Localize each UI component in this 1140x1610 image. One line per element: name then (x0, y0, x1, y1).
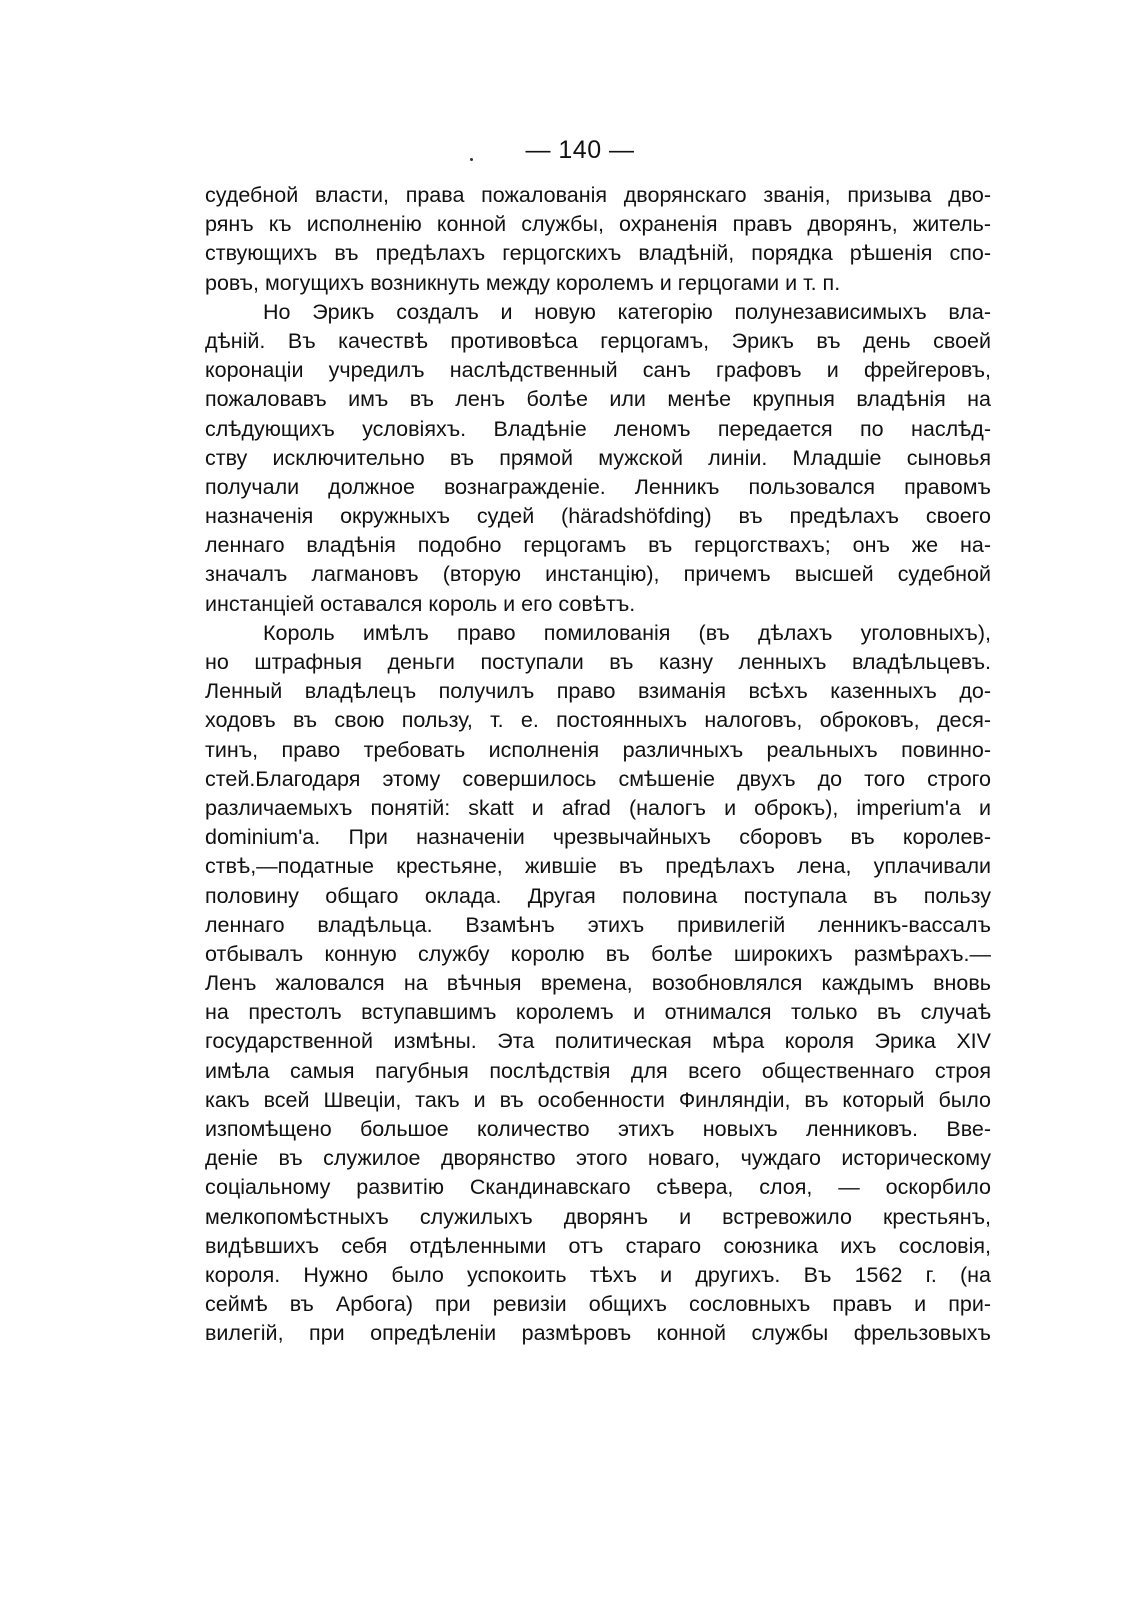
text-line: назначенія окружныхъ судей (häradshöfding) въ предѣлахъ своего (205, 504, 991, 529)
text-line: леннаго владѣльца. Взамѣнъ этихъ привилегій ленникъ-вассалъ (205, 912, 991, 937)
text-line: изпомѣщено большое количество этихъ новыхъ ленниковъ. Вве- (205, 1117, 991, 1141)
text-line: получали должное вознагражденіе. Ленникъ пользовался правомъ (205, 474, 991, 499)
text-line: судебной власти, права пожалованія дворянскаго званія, призыва дво- (205, 183, 991, 207)
text-line: слѣдующихъ условіяхъ. Владѣніе леномъ передается по наслѣд- (205, 416, 991, 441)
text-line: отбывалъ конную службу королю въ болѣе широкихъ размѣрахъ.— (205, 941, 991, 966)
text-line: половину общаго оклада. Другая половина поступала въ пользу (205, 883, 991, 908)
text-line: вилегій, при опредѣленіи размѣровъ конной службы фрельзовыхъ (205, 1321, 991, 1346)
text-line: деніе въ служилое дворянство этого новаго, чуждаго историческому (205, 1146, 991, 1171)
text-line: ровъ, могущихъ возникнуть между королемъ и герцогами и т. п. (205, 270, 841, 295)
text-line: видѣвшихъ себя отдѣленными отъ стараго союзника ихъ сословія, (205, 1233, 991, 1258)
text-line: имѣла самыя пагубныя послѣдствія для всего общественнаго строя (205, 1058, 991, 1083)
text-line: дѣній. Въ качествѣ противовѣса герцогамъ, Эрикъ въ день своей (205, 328, 991, 353)
text-line: Но Эрикъ создалъ и новую категорію полунезависимыхъ вла- (263, 299, 991, 324)
text-line: сеймѣ въ Арбога) при ревизіи общихъ сословныхъ правъ и при- (205, 1292, 991, 1317)
text-line: мелкопомѣстныхъ служилыхъ дворянъ и встревожило крестьянъ, (205, 1204, 991, 1229)
text-line: коронаціи учредилъ наслѣдственный санъ графовъ и фрейгеровъ, (205, 358, 991, 383)
text-line: ствѣ,—податные крестьяне, жившіе въ предѣлахъ лена, уплачивали (205, 854, 991, 879)
text-line: но штрафныя деньги поступали въ казну ленныхъ владѣльцевъ. (205, 650, 991, 674)
text-line: государственной измѣны. Эта политическая мѣра короля Эрика XIV (205, 1029, 991, 1054)
text-line: различаемыхъ понятій: skatt и afrad (налогъ и оброкъ), imperium'a и (205, 795, 991, 820)
text-line: пожаловавъ имъ въ ленъ болѣе или менѣе крупныя владѣнія на (205, 387, 991, 412)
paragraph-3 (205, 619, 991, 1349)
text-line: соціальному развитію Скандинавскаго сѣвера, слоя, — оскорбило (205, 1175, 991, 1200)
text-line: ству исключительно въ прямой мужской линіи. Младшіе сыновья (205, 445, 991, 470)
page-number: — 140 — (525, 136, 635, 164)
text-line: короля. Нужно было успокоить тѣхъ и другихъ. Въ 1562 г. (на (205, 1262, 991, 1287)
text-line: Ленный владѣлецъ получилъ право взиманія всѣхъ казенныхъ до- (205, 679, 991, 704)
text-line: на престолъ вступавшимъ королемъ и отнимался только въ случаѣ (205, 1000, 991, 1025)
paragraph-2 (205, 298, 991, 619)
text-line: леннаго владѣнія подобно герцогамъ въ герцогствахъ; онъ же на- (205, 533, 991, 558)
text-line: значалъ лагмановъ (вторую инстанцію), причемъ высшей судебной (205, 562, 991, 587)
text-line: Король имѣлъ право помилованія (въ дѣлахъ уголовныхъ), (263, 620, 991, 645)
text-line: тинъ, право требовать исполненія различныхъ реальныхъ повинно- (205, 737, 991, 762)
text-line: dominium'a. При назначеніи чрезвычайныхъ сборовъ въ королев- (205, 825, 991, 850)
text-line: Ленъ жаловался на вѣчныя времена, возобновлялся каждымъ вновь (205, 971, 991, 996)
paragraph-1 (205, 181, 991, 298)
text-line: ствующихъ въ предѣлахъ герцогскихъ владѣній, порядка рѣшенія спо- (205, 241, 991, 266)
text-line: рянъ къ исполненію конной службы, охраненія правъ дворянъ, житель- (205, 212, 991, 237)
body-text (205, 181, 991, 1349)
text-line: инстанціей оставался король и его совѣтъ. (205, 591, 636, 616)
text-line: какъ всей Швеціи, такъ и въ особенности Финляндіи, въ который было (205, 1087, 991, 1112)
text-line: стей.Благодаря этому совершилось смѣшеніе двухъ до того строго (205, 766, 991, 791)
text-line: ходовъ въ свою пользу, т. е. постоянныхъ налоговъ, оброковъ, деся- (205, 708, 991, 733)
